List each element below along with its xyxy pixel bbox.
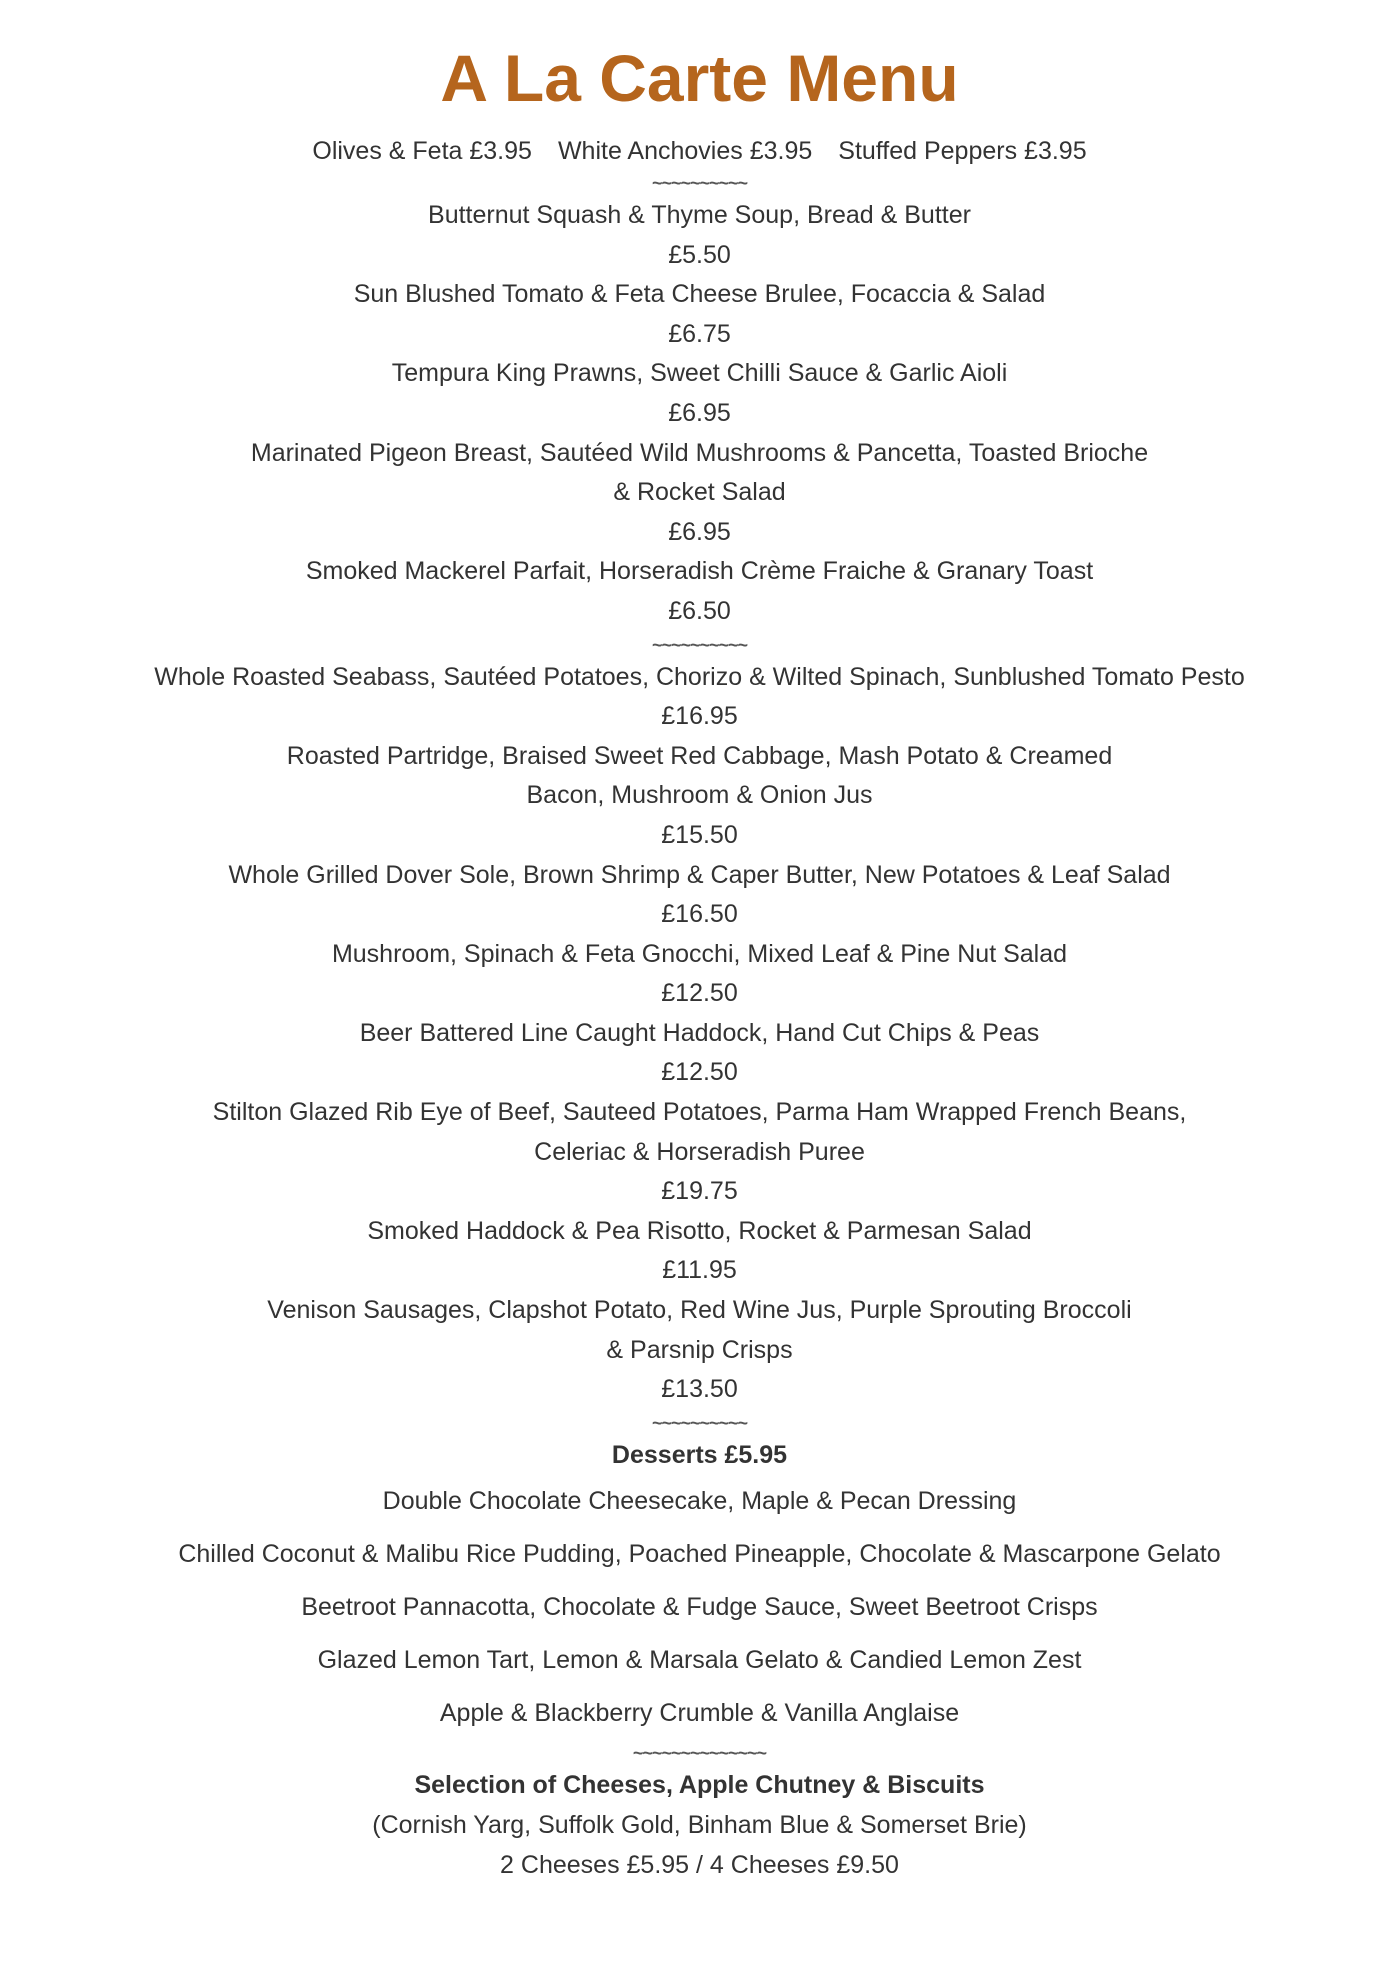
menu-item <box>0 658 1399 737</box>
dish-description: Beer Battered Line Caught Haddock, Hand Cut Chips & Peas <box>359 1018 1040 1047</box>
mains-list <box>0 658 1399 1410</box>
dish-description: & Parsnip Crisps <box>606 1335 793 1364</box>
snacks-row <box>0 132 1399 170</box>
dish-description: Stilton Glazed Rib Eye of Beef, Sauteed Potatoes, Parma Ham Wrapped French Beans, <box>212 1098 1187 1127</box>
dish-description: Celeriac & Horseradish Puree <box>534 1137 865 1166</box>
dessert-item: Double Chocolate Cheesecake, Maple & Pecan Dressing <box>382 1487 1017 1516</box>
menu-item <box>0 275 1399 354</box>
menu-item <box>0 434 1399 553</box>
starters-section <box>0 170 1399 1885</box>
dish-price: £5.50 <box>668 240 731 269</box>
desserts-list <box>0 1475 1399 1740</box>
separator: ~~~~~~~~~~ <box>651 1412 748 1433</box>
dish-description: Venison Sausages, Clapshot Potato, Red Wine Jus, Purple Sprouting Broccoli <box>267 1296 1132 1325</box>
separator: ~~~~~~~~~~ <box>651 634 748 655</box>
menu-item <box>0 196 1399 275</box>
desserts-heading: Desserts £5.95 <box>611 1440 788 1469</box>
dish-price: £11.95 <box>662 1256 737 1285</box>
separator: ~~~~~~~~~~ <box>651 173 748 193</box>
dish-description: Smoked Haddock & Pea Risotto, Rocket & Parmesan Salad <box>367 1216 1032 1245</box>
dish-price: £12.50 <box>661 1058 738 1087</box>
dessert-item: Apple & Blackberry Crumble & Vanilla Anglaise <box>439 1699 960 1728</box>
snack-item: Stuffed Peppers £3.95 <box>838 137 1087 165</box>
menu-item <box>0 1212 1399 1291</box>
snack-item: White Anchovies £3.95 <box>557 137 813 165</box>
snack-item: Olives & Feta £3.95 <box>312 137 532 165</box>
dish-price: £6.75 <box>668 319 731 348</box>
dish-price: £13.50 <box>661 1375 738 1404</box>
separator: ~~~~~~~~~~~~~~ <box>632 1743 767 1764</box>
dish-price: £19.75 <box>661 1177 738 1206</box>
cheeses-heading: Selection of Cheeses, Apple Chutney & Biscuits <box>414 1771 985 1800</box>
dish-description: Sun Blushed Tomato & Feta Cheese Brulee, Focaccia & Salad <box>353 280 1046 309</box>
dish-description: Whole Grilled Dover Sole, Brown Shrimp & Caper Butter, New Potatoes & Leaf Salad <box>228 860 1171 889</box>
menu-item <box>0 935 1399 1014</box>
dish-price: £15.50 <box>661 820 738 849</box>
dish-description: & Rocket Salad <box>613 478 786 507</box>
menu-item <box>0 1093 1399 1212</box>
page-title: A La Carte Menu <box>440 41 959 115</box>
menu-item <box>0 552 1399 631</box>
dish-price: £16.95 <box>661 702 738 731</box>
dish-description: Butternut Squash & Thyme Soup, Bread & Butter <box>428 201 971 229</box>
dish-price: £6.95 <box>668 517 731 546</box>
dessert-item: Chilled Coconut & Malibu Rice Pudding, Poached Pineapple, Chocolate & Mascarpone Gelato <box>178 1540 1221 1569</box>
dish-description: Marinated Pigeon Breast, Sautéed Wild Mushrooms & Pancetta, Toasted Brioche <box>250 438 1149 467</box>
menu-item <box>0 354 1399 433</box>
menu-item <box>0 856 1399 935</box>
dish-description: Smoked Mackerel Parfait, Horseradish Crème Fraiche & Granary Toast <box>305 557 1094 586</box>
dish-description: Mushroom, Spinach & Feta Gnocchi, Mixed Leaf & Pine Nut Salad <box>331 939 1068 968</box>
menu-item <box>0 737 1399 856</box>
dish-description: Whole Roasted Seabass, Sautéed Potatoes, Chorizo & Wilted Spinach, Sunblushed Tomato Pesto <box>154 662 1245 691</box>
dish-price: £16.50 <box>661 900 738 929</box>
dish-price: £6.95 <box>668 398 731 427</box>
dish-price: £12.50 <box>661 979 738 1008</box>
cheese-varieties: (Cornish Yarg, Suffolk Gold, Binham Blue & Somerset Brie) <box>372 1811 1027 1839</box>
menu-item <box>0 1291 1399 1410</box>
dish-description: Bacon, Mushroom & Onion Jus <box>526 781 873 810</box>
cheese-prices: 2 Cheeses £5.95 / 4 Cheeses £9.50 <box>500 1850 899 1879</box>
dish-description: Roasted Partridge, Braised Sweet Red Cabbage, Mash Potato & Creamed <box>286 741 1113 770</box>
dessert-item: Glazed Lemon Tart, Lemon & Marsala Gelato & Candied Lemon Zest <box>317 1646 1082 1675</box>
dish-price: £6.50 <box>668 596 731 625</box>
menu-item <box>0 1014 1399 1093</box>
dessert-item: Beetroot Pannacotta, Chocolate & Fudge Sauce, Sweet Beetroot Crisps <box>301 1593 1098 1622</box>
starters-list <box>0 196 1399 632</box>
dish-description: Tempura King Prawns, Sweet Chilli Sauce & Garlic Aioli <box>391 359 1008 388</box>
